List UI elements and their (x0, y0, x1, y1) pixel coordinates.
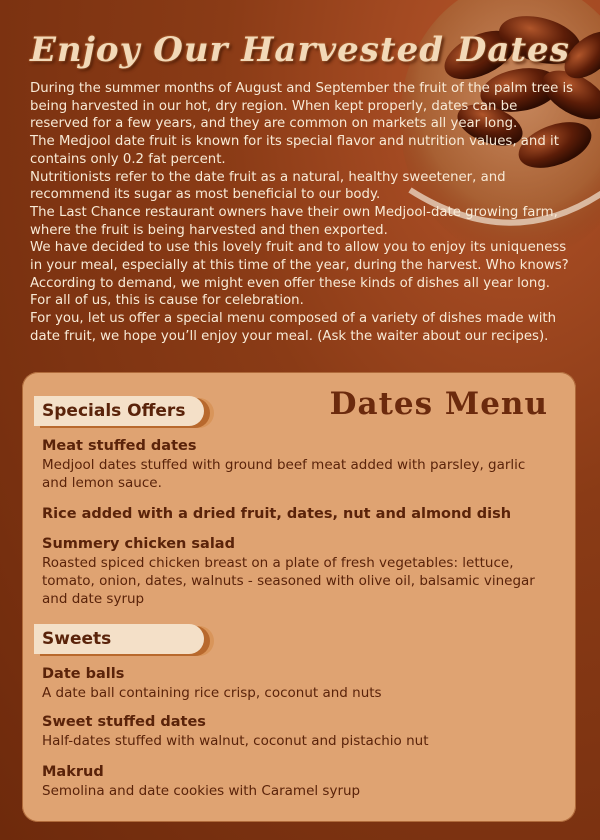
menu-item-name: Summery chicken salad (42, 536, 235, 552)
menu-item-name: Sweet stuffed dates (42, 714, 206, 730)
menu-item-name: Makrud (42, 764, 104, 780)
section-label: Sweets (42, 629, 112, 649)
intro-paragraph: We have decided to use this lovely fruit and to allow you to enjoy its uniqueness in your meal, especially at this time of the year, during the harvest. Who knows? According to demand, we might even offer these kinds of dishes all year long. (30, 240, 569, 291)
menu-item-description: Semolina and date cookies with Caramel syrup (42, 783, 361, 799)
menu-item (42, 764, 542, 800)
intro-paragraph: For you, let us offer a special menu composed of a variety of dishes made with date fruit, we hope you’ll enjoy your meal. (Ask the waiter about our recipes). (30, 311, 557, 344)
menu-panel (22, 372, 576, 822)
menu-item (42, 536, 542, 608)
section-label: Specials Offers (42, 401, 186, 421)
menu-item (42, 666, 542, 702)
page-title: Enjoy Our Harvested Dates (30, 30, 570, 70)
section-tab-sweets (34, 624, 219, 658)
intro-paragraph: During the summer months of August and September the fruit of the palm tree is being harvested in our hot, dry region. When kept properly, dates can be reserved for a few years, and they are common on markets all year long. (30, 81, 574, 132)
menu-item-name: Meat stuffed dates (42, 438, 197, 454)
menu-item (42, 438, 542, 492)
menu-item-description: Half-dates stuffed with walnut, coconut and pistachio nut (42, 733, 429, 749)
intro-paragraph: For all of us, this is cause for celebration. (30, 293, 304, 309)
menu-item-description: Roasted spiced chicken breast on a plate of fresh vegetables: lettuce, tomato, onion, dates, walnuts - seasoned with olive oil, balsamic vinegar and date syrup (42, 555, 535, 607)
menu-item (42, 506, 542, 522)
menu-title: Dates Menu (329, 386, 548, 422)
intro-text (30, 80, 575, 346)
section-tab-specials (34, 396, 219, 430)
menu-item (42, 714, 542, 750)
intro-paragraph: Nutritionists refer to the date fruit as a natural, healthy sweetener, and recommend its sugar as most beneficial to our body. (30, 169, 506, 203)
intro-paragraph: The Last Chance restaurant owners have their own Medjool-date growing farm, where the fruit is being harvested and then exported. (30, 204, 558, 238)
menu-item-description: A date ball containing rice crisp, coconut and nuts (42, 685, 382, 701)
menu-item-name: Rice added with a dried fruit, dates, nut and almond dish (42, 506, 512, 522)
menu-item-description: Medjool dates stuffed with ground beef meat added with parsley, garlic and lemon sauce. (42, 457, 526, 491)
intro-paragraph: The Medjool date fruit is known for its special flavor and nutrition values, and it contains only 0.2 fat percent. (30, 134, 559, 167)
menu-item-name: Date balls (42, 666, 125, 682)
